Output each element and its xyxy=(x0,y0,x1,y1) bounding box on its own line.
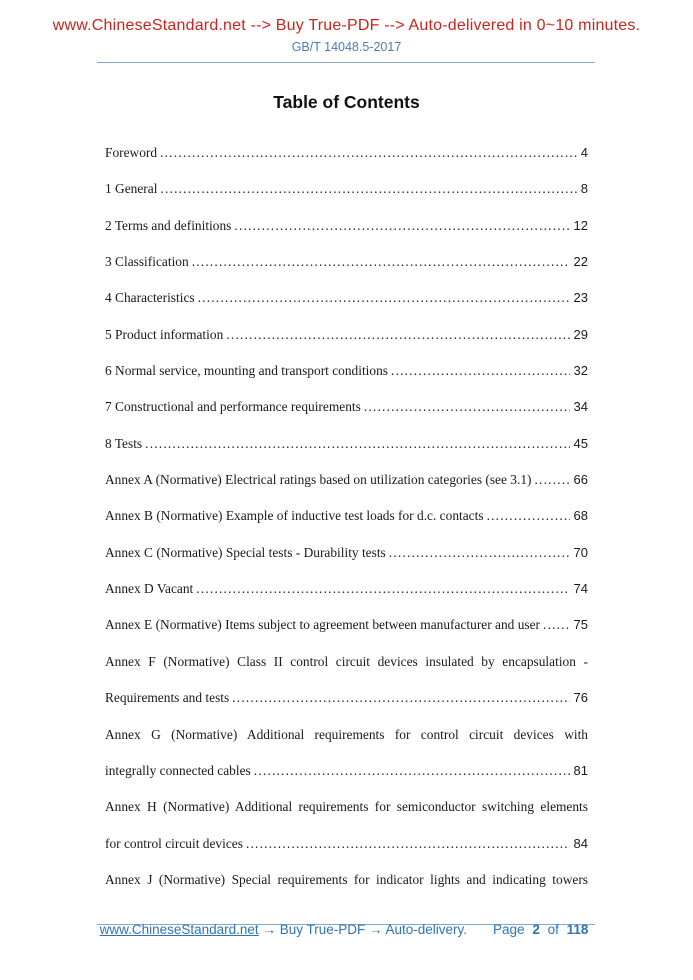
toc-entry-text: Annex H (Normative) Additional requirements for semiconductor switching elements xyxy=(105,799,588,815)
toc-page-number: 81 xyxy=(573,762,588,778)
dot-leader xyxy=(196,571,569,607)
toc-entry xyxy=(105,426,588,462)
footer-of-word: of xyxy=(547,922,559,937)
header-divider xyxy=(97,62,595,63)
toc-entry xyxy=(105,353,588,389)
toc-entry-text: 8 Tests xyxy=(105,435,143,451)
promo-banner: www.ChineseStandard.net --> Buy True-PDF --> Auto-delivered in 0~10 minutes. xyxy=(52,17,641,34)
toc-page-number: 4 xyxy=(580,145,588,160)
toc-entry xyxy=(105,280,588,316)
toc-entry xyxy=(105,317,588,353)
toc-entry xyxy=(105,826,588,862)
dot-leader xyxy=(192,244,570,280)
footer-left xyxy=(100,922,467,937)
page-footer xyxy=(97,922,595,937)
dot-leader xyxy=(198,280,570,316)
dot-leader xyxy=(543,607,570,643)
toc-entry-text: Annex E (Normative) Items subject to agreement between manufacturer and user xyxy=(105,617,541,633)
dot-leader xyxy=(391,353,570,389)
toc-entry-text: Annex F (Normative) Class II control circuit devices insulated by encapsulation - xyxy=(105,653,588,669)
footer-page-word: Page xyxy=(493,922,525,937)
toc-entry xyxy=(105,135,588,171)
toc-entry-text: 2 Terms and definitions xyxy=(105,217,232,233)
toc-page-number: 66 xyxy=(573,472,588,488)
toc-page-number: 74 xyxy=(573,581,588,597)
toc-entry xyxy=(105,171,588,207)
toc-page-number: 34 xyxy=(573,399,588,415)
dot-leader xyxy=(364,389,570,425)
toc-entry-text: 5 Product information xyxy=(105,326,224,342)
footer-total-pages: 118 xyxy=(566,922,589,937)
dot-leader xyxy=(487,498,570,534)
toc-entry-text: 4 Characteristics xyxy=(105,290,195,306)
toc-page-number: 8 xyxy=(580,181,588,197)
footer-tagline: → Buy True-PDF → Auto-delivery. xyxy=(262,922,468,937)
footer-page-number: 2 xyxy=(532,922,540,937)
toc-entry-text: Annex G (Normative) Additional requirements for control circuit devices with xyxy=(105,726,588,742)
toc-page-number: 32 xyxy=(573,363,588,379)
toc-entry-text: integrally connected cables xyxy=(105,762,251,778)
toc-page-number: 45 xyxy=(573,435,588,451)
toc-entry-text: 7 Constructional and performance requirements xyxy=(105,399,361,415)
toc-page-number: 68 xyxy=(573,508,588,524)
standard-code: GB/T 14048.5-2017 xyxy=(291,40,402,54)
toc-entry xyxy=(105,462,588,498)
toc-entry xyxy=(105,389,588,425)
dot-leader xyxy=(254,753,570,789)
toc-entry-text: Annex B (Normative) Example of inductive test loads for d.c. contacts xyxy=(105,508,484,524)
dot-leader xyxy=(389,535,570,571)
toc-page-number: 75 xyxy=(573,617,588,633)
dot-leader xyxy=(160,135,577,171)
dot-leader xyxy=(535,462,570,498)
toc-entry-text: Annex A (Normative) Electrical ratings based on utilization categories (see 3.1) xyxy=(105,472,532,488)
dot-leader xyxy=(226,317,569,353)
toc-page-number: 76 xyxy=(573,690,588,706)
toc-page-number: 12 xyxy=(573,217,588,233)
toc-entry xyxy=(105,498,588,534)
toc-entry xyxy=(105,753,588,789)
toc-entry-text: Annex D Vacant xyxy=(105,581,194,597)
toc-entry xyxy=(105,571,588,607)
toc-page-number: 29 xyxy=(573,326,588,342)
toc-page-number: 84 xyxy=(573,835,588,851)
toc-entry xyxy=(105,644,588,680)
toc-entry xyxy=(105,607,588,643)
toc-entry xyxy=(105,789,588,825)
dot-leader xyxy=(232,680,569,716)
dot-leader xyxy=(246,826,570,862)
footer-site-link[interactable]: www.ChineseStandard.net xyxy=(99,922,259,937)
toc-entry xyxy=(105,535,588,571)
toc-page-number: 70 xyxy=(573,544,588,560)
toc-page-number: 23 xyxy=(573,290,588,306)
toc-page-number: 22 xyxy=(573,254,588,270)
toc-entry-text: Foreword xyxy=(105,145,158,160)
toc-entry-text: 1 General xyxy=(105,181,158,197)
toc-entry xyxy=(105,680,588,716)
toc-entry xyxy=(105,862,588,898)
toc-entry-text: 3 Classification xyxy=(105,254,189,270)
toc-entry-text: Annex C (Normative) Special tests - Durability tests xyxy=(105,544,386,560)
dot-leader xyxy=(234,208,569,244)
toc-entry xyxy=(105,244,588,280)
toc-entry xyxy=(105,208,588,244)
footer-page-indicator xyxy=(493,922,592,937)
dot-leader xyxy=(160,171,576,207)
toc-entry xyxy=(105,717,588,753)
dot-leader xyxy=(145,426,569,462)
toc-entry-text: 6 Normal service, mounting and transport conditions xyxy=(105,363,389,379)
toc-entry-text: Annex J (Normative) Special requirements for indicator lights and indicating towers xyxy=(105,871,588,887)
table-of-contents xyxy=(105,135,588,898)
toc-entry-text: for control circuit devices xyxy=(105,835,243,851)
page-title: Table of Contents xyxy=(273,92,420,112)
toc-entry-text: Requirements and tests xyxy=(105,690,230,706)
